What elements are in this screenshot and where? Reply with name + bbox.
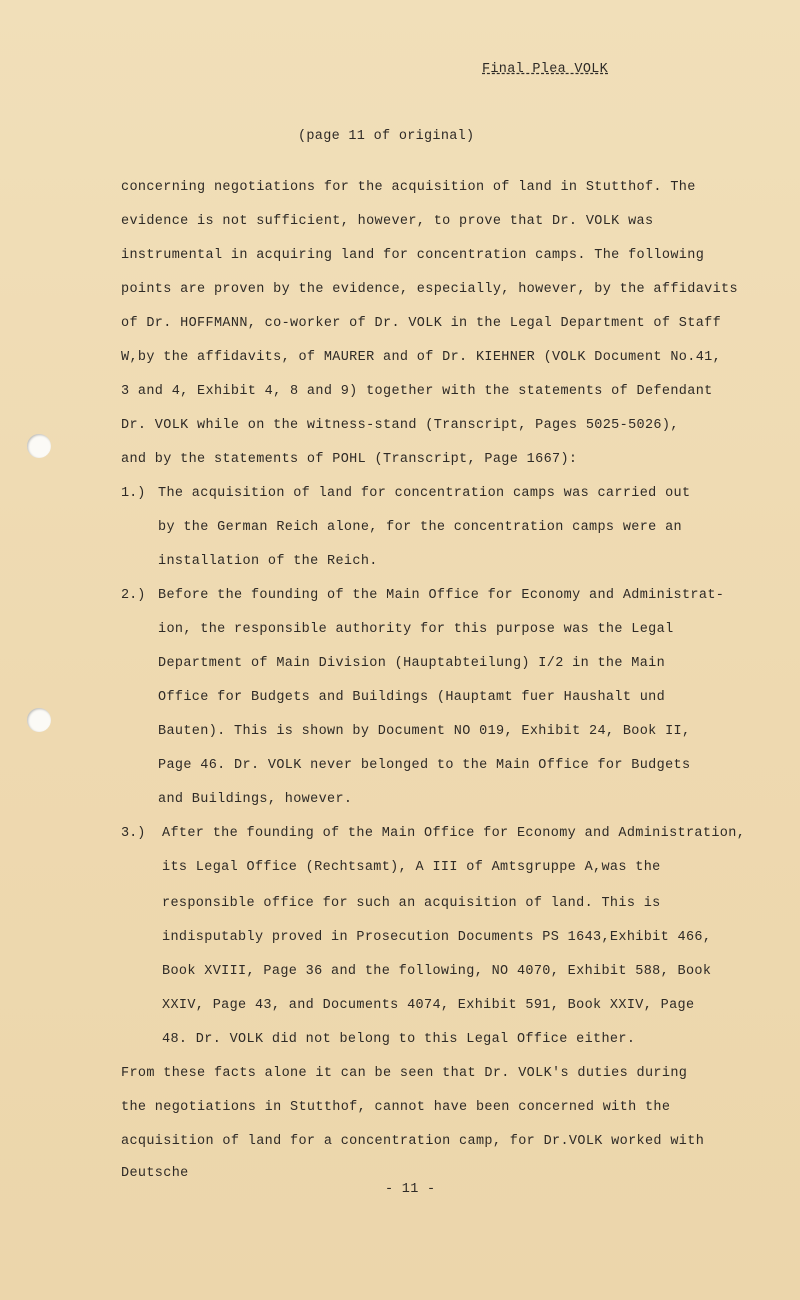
punch-hole-top <box>27 434 51 458</box>
point-line: Department of Main Division (Hauptabteilung) I/2 in the Main <box>158 656 666 671</box>
intro-line: and by the statements of POHL (Transcript, Page 1667): <box>121 452 578 467</box>
point-line: responsible office for such an acquisition of land. This is <box>162 896 661 911</box>
intro-line: concerning negotiations for the acquisition of land in Stutthof. The <box>121 180 696 195</box>
page-subheader: (page 11 of original) <box>298 129 475 144</box>
point-number: 2.) <box>121 588 146 603</box>
point-number: 3.) <box>121 826 146 841</box>
closing-line: From these facts alone it can be seen that Dr. VOLK's duties during <box>121 1066 688 1081</box>
intro-line: 3 and 4, Exhibit 4, 8 and 9) together with the statements of Defendant <box>121 384 713 399</box>
punch-hole-bottom <box>27 708 51 732</box>
intro-line: W,by the affidavits, of MAURER and of Dr. KIEHNER (VOLK Document No.41, <box>121 350 722 365</box>
intro-line: of Dr. HOFFMANN, co-worker of Dr. VOLK in the Legal Department of Staff <box>121 316 722 331</box>
page-number: - 11 - <box>385 1182 436 1197</box>
point-line: by the German Reich alone, for the concentration camps were an <box>158 520 682 535</box>
point-line: 48. Dr. VOLK did not belong to this Legal Office either. <box>162 1032 636 1047</box>
point-number: 1.) <box>121 486 146 501</box>
intro-line: evidence is not sufficient, however, to prove that Dr. VOLK was <box>121 214 654 229</box>
point-line: Before the founding of the Main Office for Economy and Administrat- <box>158 588 725 603</box>
point-line: XXIV, Page 43, and Documents 4074, Exhibit 591, Book XXIV, Page <box>162 998 695 1013</box>
point-line: indisputably proved in Prosecution Documents PS 1643,Exhibit 466, <box>162 930 712 945</box>
point-line: Book XVIII, Page 36 and the following, NO 4070, Exhibit 588, Book <box>162 964 712 979</box>
closing-line: Deutsche <box>121 1166 189 1181</box>
intro-line: points are proven by the evidence, especially, however, by the affidavits <box>121 282 738 297</box>
intro-line: Dr. VOLK while on the witness-stand (Transcript, Pages 5025-5026), <box>121 418 679 433</box>
closing-line: the negotiations in Stutthof, cannot have been concerned with the <box>121 1100 671 1115</box>
document-header: Final Plea VOLK <box>482 62 609 77</box>
point-line: its Legal Office (Rechtsamt), A III of Amtsgruppe A,was the <box>162 860 661 875</box>
point-line: installation of the Reich. <box>158 554 378 569</box>
point-line: The acquisition of land for concentration camps was carried out <box>158 486 691 501</box>
closing-line: acquisition of land for a concentration camp, for Dr.VOLK worked with <box>121 1134 705 1149</box>
point-line: After the founding of the Main Office for Economy and Administration, <box>162 826 746 841</box>
point-line: Office for Budgets and Buildings (Hauptamt fuer Haushalt und <box>158 690 666 705</box>
point-line: Bauten). This is shown by Document NO 019, Exhibit 24, Book II, <box>158 724 691 739</box>
point-line: ion, the responsible authority for this purpose was the Legal <box>158 622 674 637</box>
point-line: and Buildings, however. <box>158 792 353 807</box>
intro-line: instrumental in acquiring land for concentration camps. The following <box>121 248 705 263</box>
point-line: Page 46. Dr. VOLK never belonged to the Main Office for Budgets <box>158 758 691 773</box>
